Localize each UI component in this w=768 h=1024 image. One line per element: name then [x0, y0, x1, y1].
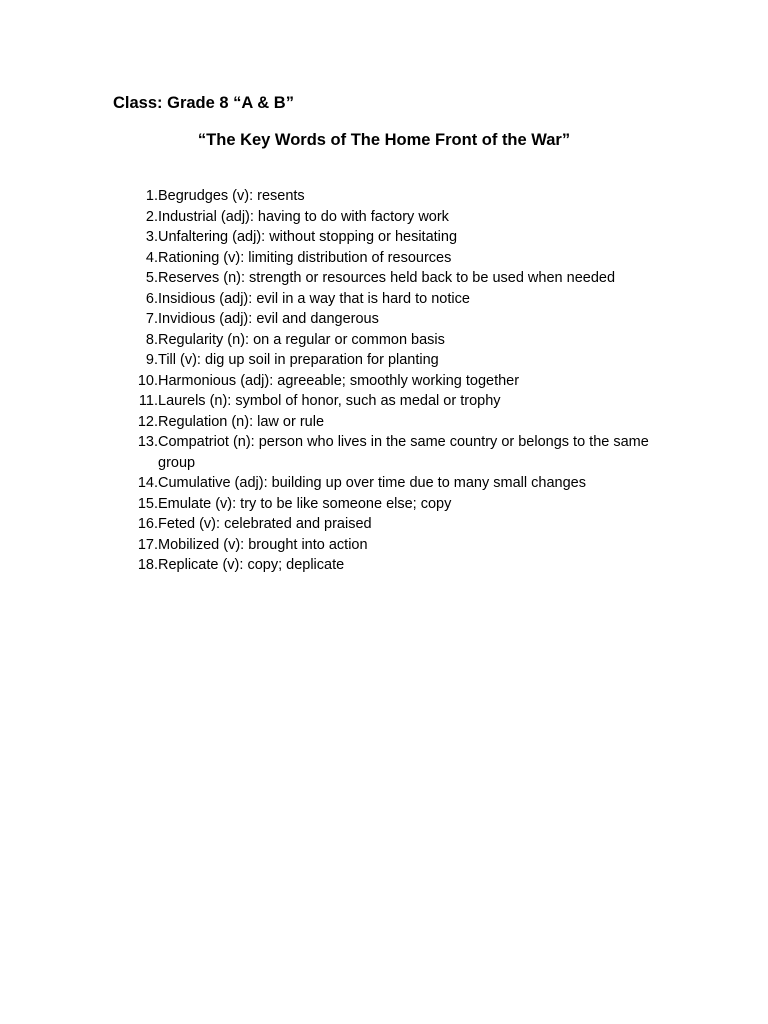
item-number: 6.	[145, 290, 158, 307]
list-item	[120, 391, 650, 412]
list-item	[120, 555, 650, 576]
item-text: Emulate (v): try to be like someone else; copy	[158, 495, 452, 512]
item-text: Rationing (v): limiting distribution of resources	[158, 249, 452, 266]
list-item	[120, 432, 650, 473]
item-number: 1.	[145, 188, 158, 204]
list-item	[120, 514, 650, 535]
item-number: 12.	[137, 413, 158, 430]
list-item	[120, 227, 650, 248]
item-text: Till (v): dig up soil in preparation for planting	[158, 352, 439, 368]
item-number: 4.	[145, 249, 158, 266]
item-number: 10.	[137, 372, 158, 389]
item-number: 18.	[137, 557, 158, 573]
item-text: Reserves (n): strength or resources held back to be used when needed	[158, 270, 616, 286]
list-item	[120, 207, 650, 228]
item-text: Regularity (n): on a regular or common basis	[158, 331, 445, 348]
list-item	[120, 494, 650, 515]
list-item	[120, 330, 650, 351]
item-number: 2.	[145, 208, 158, 225]
list-item	[120, 350, 650, 371]
item-number: 7.	[145, 311, 158, 327]
item-number: 15.	[137, 495, 158, 512]
list-item	[120, 309, 650, 330]
item-number: 5.	[145, 270, 158, 286]
vocabulary-list	[120, 186, 650, 576]
item-text: Invidious (adj): evil and dangerous	[158, 311, 379, 327]
item-text: Mobilized (v): brought into action	[158, 536, 368, 553]
document-title: “The Key Words of The Home Front of the War”	[197, 131, 571, 149]
item-number: 14.	[137, 475, 158, 491]
item-number: 9.	[145, 352, 158, 368]
item-number: 3.	[145, 229, 158, 245]
item-text: Laurels (n): symbol of honor, such as medal or trophy	[158, 393, 501, 409]
list-item	[120, 535, 650, 556]
item-number: 13.	[137, 434, 158, 450]
item-text: Regulation (n): law or rule	[158, 413, 325, 430]
list-item	[120, 473, 650, 494]
item-number: 17.	[137, 536, 158, 553]
item-number: 8.	[145, 331, 158, 348]
item-text: Compatriot (n): person who lives in the same country or belongs to the same group	[158, 434, 649, 471]
item-text: Begrudges (v): resents	[158, 188, 305, 204]
list-item	[120, 186, 650, 207]
list-item	[120, 412, 650, 433]
item-text: Insidious (adj): evil in a way that is hard to notice	[158, 290, 470, 307]
item-text: Feted (v): celebrated and praised	[158, 516, 372, 532]
list-item	[120, 248, 650, 269]
item-number: 11.	[138, 393, 158, 409]
class-line: Class: Grade 8 “A & B”	[113, 94, 294, 112]
item-text: Replicate (v): copy; deplicate	[158, 557, 345, 573]
item-text: Industrial (adj): having to do with factory work	[158, 208, 449, 225]
item-text: Unfaltering (adj): without stopping or hesitating	[158, 229, 458, 245]
list-item	[120, 289, 650, 310]
item-text: Harmonious (adj): agreeable; smoothly working together	[158, 372, 520, 389]
item-number: 16.	[137, 516, 158, 532]
item-text: Cumulative (adj): building up over time due to many small changes	[158, 475, 586, 491]
list-item	[120, 371, 650, 392]
list-item	[120, 268, 650, 289]
